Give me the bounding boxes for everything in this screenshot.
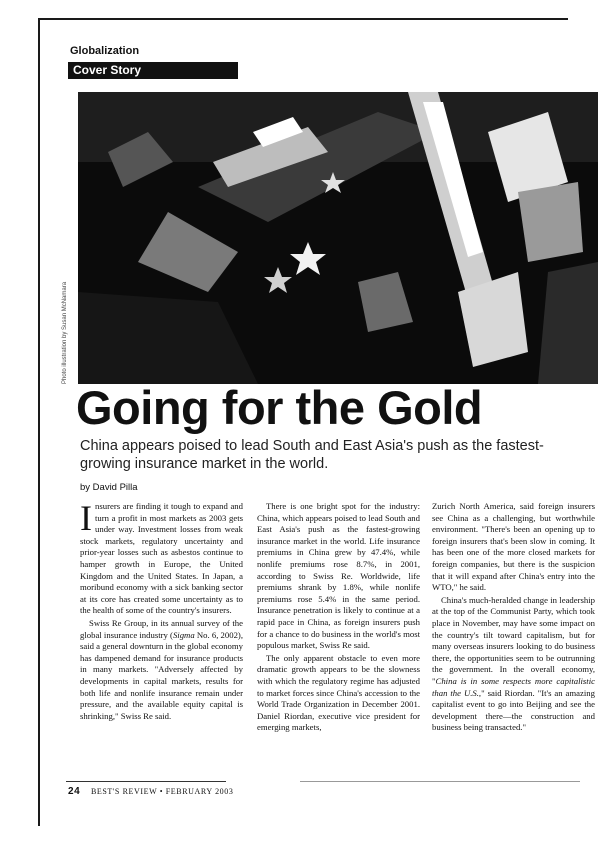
article-column-1 <box>80 498 243 723</box>
deck-subheadline: China appears poised to lead South and East Asia's push as the fastest-growing insurance market in the world. <box>80 438 544 472</box>
photo-credit: Photo illustration by Susan McNamara <box>62 281 68 384</box>
publication-name: BEST'S REVIEW • FEBRUARY 2003 <box>90 787 234 796</box>
article-column-3 <box>432 501 595 735</box>
page-footer <box>68 786 233 797</box>
page-number: 24 <box>68 786 81 797</box>
paragraph: Insurers are finding it tough to expand and turn a profit in most markets as 2003 gets under way. Investment losses from weak stock markets, regulatory uncertainty and prior-year losses such as asbestos continue to hamper growth in Europe, the United Kingdom and the United States. In Japan, a moribund economy with a sick banking sector at its core has created some uncertainty as to the health of some of the country's insurers. <box>80 498 243 616</box>
cover-photo-illustration <box>78 92 598 384</box>
paragraph: The only apparent obstacle to even more dramatic growth appears to be the slowness with which the regulatory regime has adjusted to market forces since China's accession to the World Trade Organization in December 2001. Daniel Riordan, executive vice president for emerging markets, <box>257 652 420 733</box>
paragraph: There is one bright spot for the industry: China, which appears poised to lead South and East Asia's push as the fastest-growing insurance market in the world. Life insurance premiums in China grew by 47.4%, while nonlife premiums rose 8.7%, in 2001, according to Swiss Re. Worldwide, life premiums shrank by 1.8%, while nonlife premiums rose 5.4% in the same period. Insurance penetration is likely to continue at a rapid pace in China, as foreign insurers push for a chance to do business in the world's most populous market, Swiss Re said. <box>257 501 420 651</box>
cover-story-label: Cover Story <box>73 63 142 77</box>
article-column-2 <box>257 501 420 735</box>
paragraph: Swiss Re Group, in its annual survey of the global insurance industry (Sigma No. 6, 2002), said a general downturn in the global economy has dampened demand for insurance products in many markets. "Adversely affected by developments in capital markets, results for both life and nonlife insurance remain under pressure, and the available equity capital is shrinking," Swiss Re said. <box>80 617 243 721</box>
byline: by David Pilla <box>80 482 138 493</box>
paragraph: Zurich North America, said foreign insurers see China as a challenging, but worthwhile environment. "There's been an opening up to foreign insurers that's been slow in coming. It has been one of the more closed markets for foreign companies, but there is the suspicion that it will expand after China's entry into the WTO," he said. <box>432 501 595 593</box>
footer-rule <box>66 781 226 782</box>
paragraph: China's much-heralded change in leadership at the top of the Communist Party, which took place in November, may have some impact on the country's tilt toward capitalism, but for many overseas insurers looking to do business there, the opportunities seem to be outrunning the government. In the overall economy, "China is in some respects more capitalistic than the U.S.," said Riordan. "It's an amazing capitalist event to go into Beijing and see the development there—the construction and business being transacted." <box>432 594 595 733</box>
scan-edge-left <box>38 18 40 826</box>
footer-rule-secondary <box>300 781 580 782</box>
cover-story-bar <box>68 62 238 79</box>
cover-photo <box>78 92 598 384</box>
scan-edge-top <box>38 18 568 20</box>
drop-cap: I <box>80 498 92 538</box>
section-label: Globalization <box>70 45 140 57</box>
headline: Going for the Gold <box>76 381 483 434</box>
